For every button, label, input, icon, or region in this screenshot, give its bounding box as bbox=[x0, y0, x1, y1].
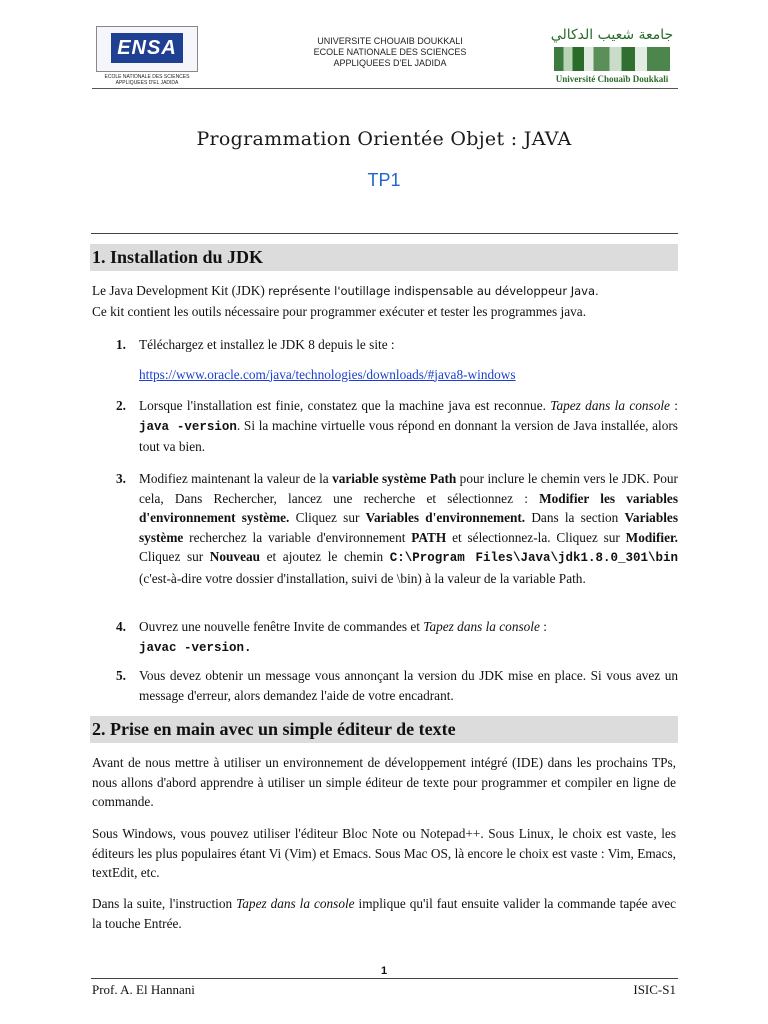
section2-paragraph-2: Sous Windows, vous pouvez utiliser l'éditeur Bloc Note ou Notepad++. Sous Linux, le choix est vaste, les éditeurs les plus populaires étant Vi (Vim) et Emacs. Sous Mac OS, là encore le choix est vaste : Vim, Emacs, textEdit, etc. bbox=[92, 826, 676, 880]
intro-text-b: représente l'outillage indispensable au développeur Java. bbox=[268, 284, 599, 298]
list-item bbox=[116, 469, 678, 588]
document-header bbox=[0, 0, 768, 92]
section2-paragraph-1: Avant de nous mettre à utiliser un environnement de développement intégré (IDE) dans les prochains TPs, nous allons d'abord apprendre à utiliser un simple éditeur de texte pour programmer et compiler en ligne de commande. bbox=[92, 755, 676, 809]
list-item-bold: Modifier. bbox=[625, 529, 678, 545]
list-item-italic: Tapez dans la console bbox=[423, 619, 540, 634]
footer-author: Prof. A. El Hannani bbox=[92, 982, 195, 997]
university-logo-arabic: جامعة شعيب الدكالي bbox=[550, 27, 674, 43]
list-item bbox=[116, 396, 678, 457]
list-item-text: Modifiez maintenant la valeur de la bbox=[139, 471, 333, 486]
list-number: 5. bbox=[116, 668, 126, 683]
university-logo-graphic bbox=[554, 47, 670, 71]
list-number: 2. bbox=[116, 398, 126, 413]
paragraph-text: implique qu'il faut ensuite valider la commande tapée avec la touche Entrée. bbox=[92, 896, 677, 931]
section-heading-editor: 2. Prise en main avec un simple éditeur de texte bbox=[90, 716, 678, 743]
list-item-text: Téléchargez et installez le JDK 8 depuis le site : bbox=[139, 337, 395, 352]
paragraph-italic: Tapez dans la console bbox=[236, 896, 355, 911]
list-item-bold: Variables d'environnement. bbox=[365, 510, 526, 525]
list-item-text: Vous devez obtenir un message vous annonçant la version du JDK mise en place. Si vous avez un message d'erreur, alors demandez l'aide de votre encadrant. bbox=[139, 668, 678, 703]
title-divider bbox=[91, 233, 678, 234]
list-number: 3. bbox=[116, 471, 126, 486]
list-item bbox=[116, 335, 678, 384]
header-divider bbox=[92, 88, 678, 89]
institution-line-1: UNIVERSITE CHOUAIB DOUKKALI bbox=[317, 36, 463, 46]
list-item-bold: Modifier les variables d'environnement système. bbox=[139, 490, 678, 525]
institution-line-2: ECOLE NATIONALE DES SCIENCES bbox=[313, 47, 467, 57]
list-item-bold: Nouveau bbox=[209, 549, 261, 564]
list-item-text: Lorsque l'installation est finie, constatez que la machine java est reconnue. bbox=[139, 398, 551, 413]
list-item-text: Dans la section bbox=[525, 510, 625, 525]
list-item-text: : bbox=[539, 619, 547, 634]
list-item bbox=[116, 666, 678, 705]
footer-divider bbox=[91, 978, 678, 979]
code-jdk-path: C:\Program Files\Java\jdk1.8.0_301\bin bbox=[389, 551, 678, 565]
list-item-bold: PATH bbox=[411, 529, 447, 545]
intro-text-c: Ce kit contient les outils nécessaire pour programmer exécuter et tester les programmes java. bbox=[92, 303, 587, 319]
section1-intro bbox=[92, 281, 676, 321]
list-item-italic: Tapez dans la console bbox=[550, 398, 670, 413]
list-item-text: Cliquez sur bbox=[139, 549, 210, 564]
code-java-version: java -version bbox=[139, 419, 237, 434]
list-item-text: et ajoutez le chemin bbox=[260, 549, 390, 564]
page-number: 1 bbox=[380, 965, 388, 977]
list-item-text: Ouvrez une nouvelle fenêtre Invite de commandes et bbox=[139, 619, 424, 634]
list-item-text: (c'est-à-dire votre dossier d'installation, suivi de \bin) à la valeur de la variable Path. bbox=[139, 570, 586, 586]
list-item-text: Cliquez sur bbox=[289, 510, 366, 525]
list-number: 1. bbox=[116, 337, 126, 352]
list-item-text: : bbox=[669, 398, 678, 413]
footer-course: ISIC-S1 bbox=[633, 982, 676, 997]
list-number: 4. bbox=[116, 619, 126, 634]
paragraph-text: Dans la suite, l'instruction bbox=[92, 896, 237, 911]
institution-line-3: APPLIQUEES D'EL JADIDA bbox=[333, 58, 447, 68]
ensa-logo-mark: ENSA bbox=[111, 33, 183, 63]
list-item bbox=[116, 617, 678, 658]
list-item-bold: Variables système bbox=[139, 510, 678, 545]
ensa-logo-subtext: ECOLE NATIONALE DES SCIENCES APPLIQUEES D'EL JADIDA bbox=[104, 74, 190, 86]
ensa-logo bbox=[96, 26, 198, 86]
document-subtitle: TP1 bbox=[367, 170, 401, 190]
university-logo-name: Université Chouaïb Doukkali bbox=[555, 74, 669, 84]
intro-text-a: Le Java Development Kit (JDK) bbox=[92, 283, 269, 298]
document-title: Programmation Orientée Objet : JAVA bbox=[196, 128, 572, 150]
list-item-text: recherchez la variable d'environnement bbox=[183, 529, 412, 545]
list-item-text: . Si la machine virtuelle vous répond en donnant la version de Java installée, alors tout va bien. bbox=[139, 417, 678, 454]
section2-paragraph-3 bbox=[92, 894, 676, 933]
list-item-text: pour inclure le chemin vers le JDK. Pour cela, Dans Rechercher, lancez une recherche et sélectionnez : bbox=[139, 471, 678, 506]
list-item-text: et sélectionnez-la. Cliquez sur bbox=[446, 529, 626, 545]
code-javac-version: javac -version. bbox=[139, 640, 252, 655]
list-item-bold: variable système Path bbox=[332, 471, 457, 486]
institution-name bbox=[260, 36, 520, 69]
jdk-download-link[interactable]: https://www.oracle.com/java/technologies/downloads/#java8-windows bbox=[139, 366, 516, 382]
section-heading-installation: 1. Installation du JDK bbox=[90, 244, 678, 271]
university-logo bbox=[548, 26, 676, 84]
